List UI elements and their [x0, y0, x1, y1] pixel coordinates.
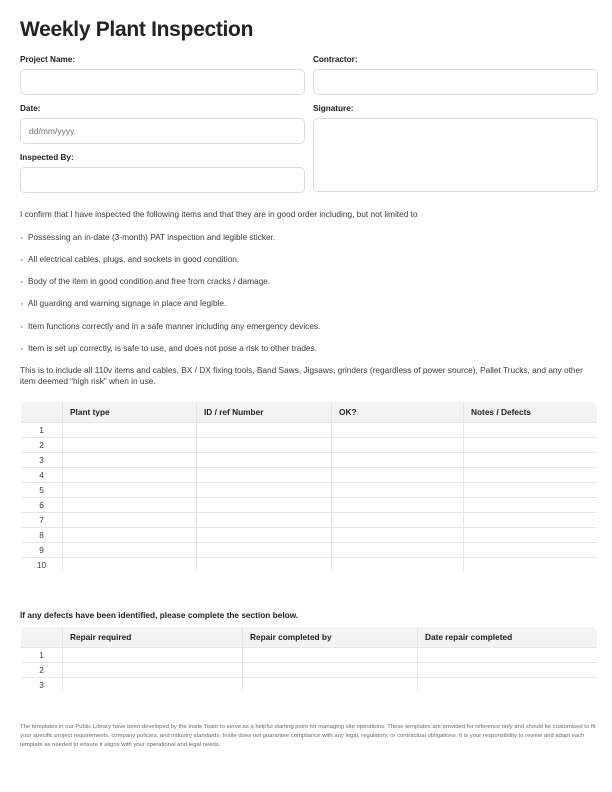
declaration-note: This is to include all 110v items and cables, BX / DX fixing tools, Band Saws, Jigsaws, grinders (regardless of power source), Pallet Trucks, and any other item deemed “high risk” when in use. — [20, 364, 583, 387]
row-number: 2 — [21, 663, 63, 678]
row-number: 7 — [21, 513, 63, 528]
cell-ok[interactable] — [332, 468, 464, 483]
column-header-ok: OK? — [332, 402, 464, 423]
defects-heading: If any defects have been identified, please complete the section below. — [20, 610, 299, 621]
row-number: 3 — [21, 453, 63, 468]
cell-notes[interactable] — [464, 438, 598, 453]
cell-plant-type[interactable] — [63, 543, 197, 558]
cell-date-repair-completed[interactable] — [418, 678, 598, 693]
date-input[interactable] — [20, 118, 305, 144]
inspected-by-input[interactable] — [20, 167, 305, 193]
cell-notes[interactable] — [464, 528, 598, 543]
table-row — [21, 558, 598, 573]
cell-plant-type[interactable] — [63, 453, 197, 468]
column-header-plant-type: Plant type — [63, 402, 197, 423]
cell-date-repair-completed[interactable] — [418, 648, 598, 663]
row-number: 9 — [21, 543, 63, 558]
footer-disclaimer: The templates in our Public Library have been developed by the Insite Team to serve as a helpful starting point for managing site operations. These templates are provided for reference only and should be customised to fit your specific project requirements, company policies, and industry standards. Insite does not guarantee compliance with any legal, regulatory, or contractual obligations. It is your responsibility to review and adapt each template as needed to ensure it aligns with your operational and legal needs. — [20, 724, 596, 748]
column-header-repair-completed-by: Repair completed by — [243, 627, 418, 648]
defects-section — [20, 610, 598, 693]
inspected-by-label: Inspected By: — [20, 152, 74, 162]
cell-ok[interactable] — [332, 528, 464, 543]
cell-plant-type[interactable] — [63, 423, 197, 438]
table-row — [21, 453, 598, 468]
cell-plant-type[interactable] — [63, 438, 197, 453]
signature-label: Signature: — [313, 103, 354, 113]
column-header-repair-required: Repair required — [63, 627, 243, 648]
list-item: · Item is set up correctly, is safe to use, and does not pose a risk to other trades. — [20, 343, 598, 354]
row-number: 5 — [21, 483, 63, 498]
cell-repair-required[interactable] — [63, 648, 243, 663]
column-header-date-repair-completed: Date repair completed — [418, 627, 598, 648]
cell-notes[interactable] — [464, 468, 598, 483]
cell-repair-completed-by[interactable] — [243, 648, 418, 663]
cell-id-ref[interactable] — [197, 468, 332, 483]
cell-notes[interactable] — [464, 498, 598, 513]
cell-ok[interactable] — [332, 423, 464, 438]
row-number: 4 — [21, 468, 63, 483]
form-column-left — [20, 55, 305, 193]
project-name-label: Project Name: — [20, 55, 76, 65]
column-header-rownum — [21, 627, 63, 648]
table-row — [21, 648, 598, 663]
cell-id-ref[interactable] — [197, 453, 332, 468]
table-row — [21, 663, 598, 678]
form-row-1 — [20, 55, 598, 193]
contractor-label: Contractor: — [313, 55, 358, 65]
cell-ok[interactable] — [332, 543, 464, 558]
row-number: 2 — [21, 438, 63, 453]
table-header-row — [21, 402, 598, 423]
table-row — [21, 483, 598, 498]
column-header-id-ref: ID / ref Number — [197, 402, 332, 423]
row-number: 1 — [21, 648, 63, 663]
table-row — [21, 678, 598, 693]
list-item: · Body of the item in good condition and free from cracks / damage. — [20, 276, 598, 287]
cell-repair-required[interactable] — [63, 678, 243, 693]
row-number: 3 — [21, 678, 63, 693]
row-number: 8 — [21, 528, 63, 543]
cell-notes[interactable] — [464, 558, 598, 573]
table-row — [21, 543, 598, 558]
table-row — [21, 498, 598, 513]
cell-plant-type[interactable] — [63, 483, 197, 498]
cell-id-ref[interactable] — [197, 423, 332, 438]
cell-plant-type[interactable] — [63, 513, 197, 528]
cell-notes[interactable] — [464, 423, 598, 438]
cell-repair-required[interactable] — [63, 663, 243, 678]
cell-id-ref[interactable] — [197, 528, 332, 543]
column-header-rownum — [21, 402, 63, 423]
list-item: · Possessing an in-date (3-month) PAT inspection and legible sticker. — [20, 232, 598, 243]
cell-ok[interactable] — [332, 453, 464, 468]
signature-input[interactable] — [313, 118, 598, 192]
list-item: · Item functions correctly and in a safe manner including any emergency devices. — [20, 321, 598, 332]
list-item: · All guarding and warning signage in place and legible. — [20, 298, 598, 309]
defects-table — [20, 626, 598, 693]
table-row — [21, 468, 598, 483]
cell-notes[interactable] — [464, 543, 598, 558]
cell-repair-completed-by[interactable] — [243, 663, 418, 678]
cell-ok[interactable] — [332, 483, 464, 498]
cell-date-repair-completed[interactable] — [418, 663, 598, 678]
cell-plant-type[interactable] — [63, 498, 197, 513]
table-row — [21, 513, 598, 528]
cell-repair-completed-by[interactable] — [243, 678, 418, 693]
cell-id-ref[interactable] — [197, 483, 332, 498]
cell-notes[interactable] — [464, 483, 598, 498]
cell-ok[interactable] — [332, 498, 464, 513]
cell-ok[interactable] — [332, 513, 464, 528]
list-item: · All electrical cables, plugs, and sockets in good condition. — [20, 254, 598, 265]
table-row — [21, 528, 598, 543]
date-label: Date: — [20, 103, 41, 113]
declaration-bullet-list — [20, 232, 598, 354]
table-row — [21, 438, 598, 453]
cell-id-ref[interactable] — [197, 558, 332, 573]
cell-ok[interactable] — [332, 438, 464, 453]
cell-id-ref[interactable] — [197, 498, 332, 513]
cell-id-ref[interactable] — [197, 438, 332, 453]
cell-notes[interactable] — [464, 513, 598, 528]
cell-plant-type[interactable] — [63, 528, 197, 543]
declaration-intro: I confirm that I have inspected the following items and that they are in good order including, but not limited to — [20, 208, 418, 219]
row-number: 10 — [21, 558, 63, 573]
form-column-right — [313, 55, 598, 193]
project-name-input[interactable] — [20, 69, 305, 95]
inspection-table — [20, 401, 598, 573]
cell-plant-type[interactable] — [63, 468, 197, 483]
row-number: 6 — [21, 498, 63, 513]
row-number: 1 — [21, 423, 63, 438]
cell-ok[interactable] — [332, 558, 464, 573]
cell-id-ref[interactable] — [197, 543, 332, 558]
cell-id-ref[interactable] — [197, 513, 332, 528]
table-row — [21, 423, 598, 438]
column-header-notes: Notes / Defects — [464, 402, 598, 423]
cell-plant-type[interactable] — [63, 558, 197, 573]
contractor-input[interactable] — [313, 69, 598, 95]
cell-notes[interactable] — [464, 453, 598, 468]
table-header-row — [21, 627, 598, 648]
page-title: Weekly Plant Inspection — [20, 18, 254, 41]
